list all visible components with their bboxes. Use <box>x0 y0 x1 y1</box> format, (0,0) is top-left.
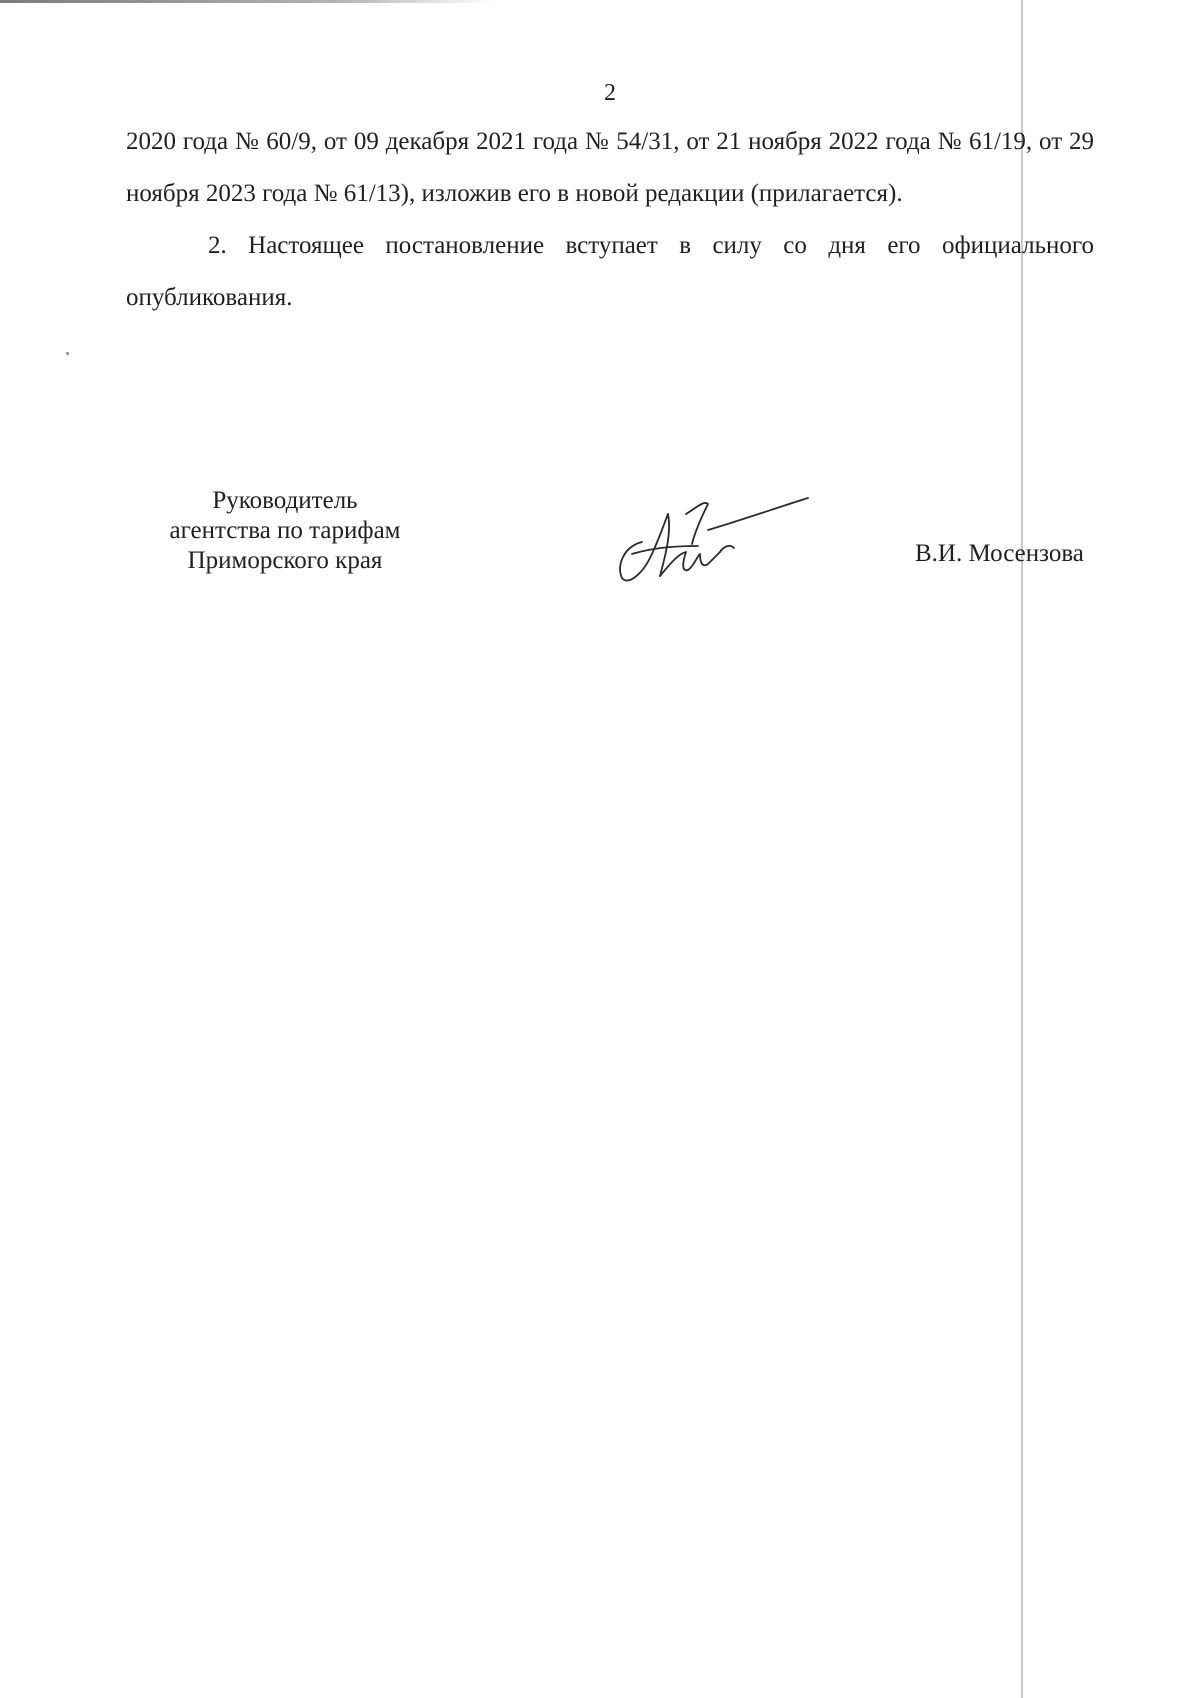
signer-name: В.И. Мосензова <box>915 540 1084 567</box>
position-line: агентства по тарифам <box>169 517 401 544</box>
page-number: 2 <box>604 80 616 106</box>
scan-top-edge <box>0 0 495 3</box>
document-body <box>126 116 1094 324</box>
position-line: Руководитель <box>212 487 358 514</box>
position-line: Приморского края <box>187 547 383 574</box>
paragraph-continuation: 2020 года № 60/9, от 09 декабря 2021 года № 54/31, от 21 ноября 2022 года № 61/19, от 29 ноября 2023 года № 61/13), изложив его в новой редакции (прилагается). <box>126 128 1094 207</box>
handwritten-signature-icon <box>612 494 812 588</box>
signatory-position <box>135 486 435 576</box>
scan-speck <box>66 352 69 355</box>
paragraph-item-2: 2. Настоящее постановление вступает в силу со дня его официального опубликования. <box>126 232 1094 311</box>
